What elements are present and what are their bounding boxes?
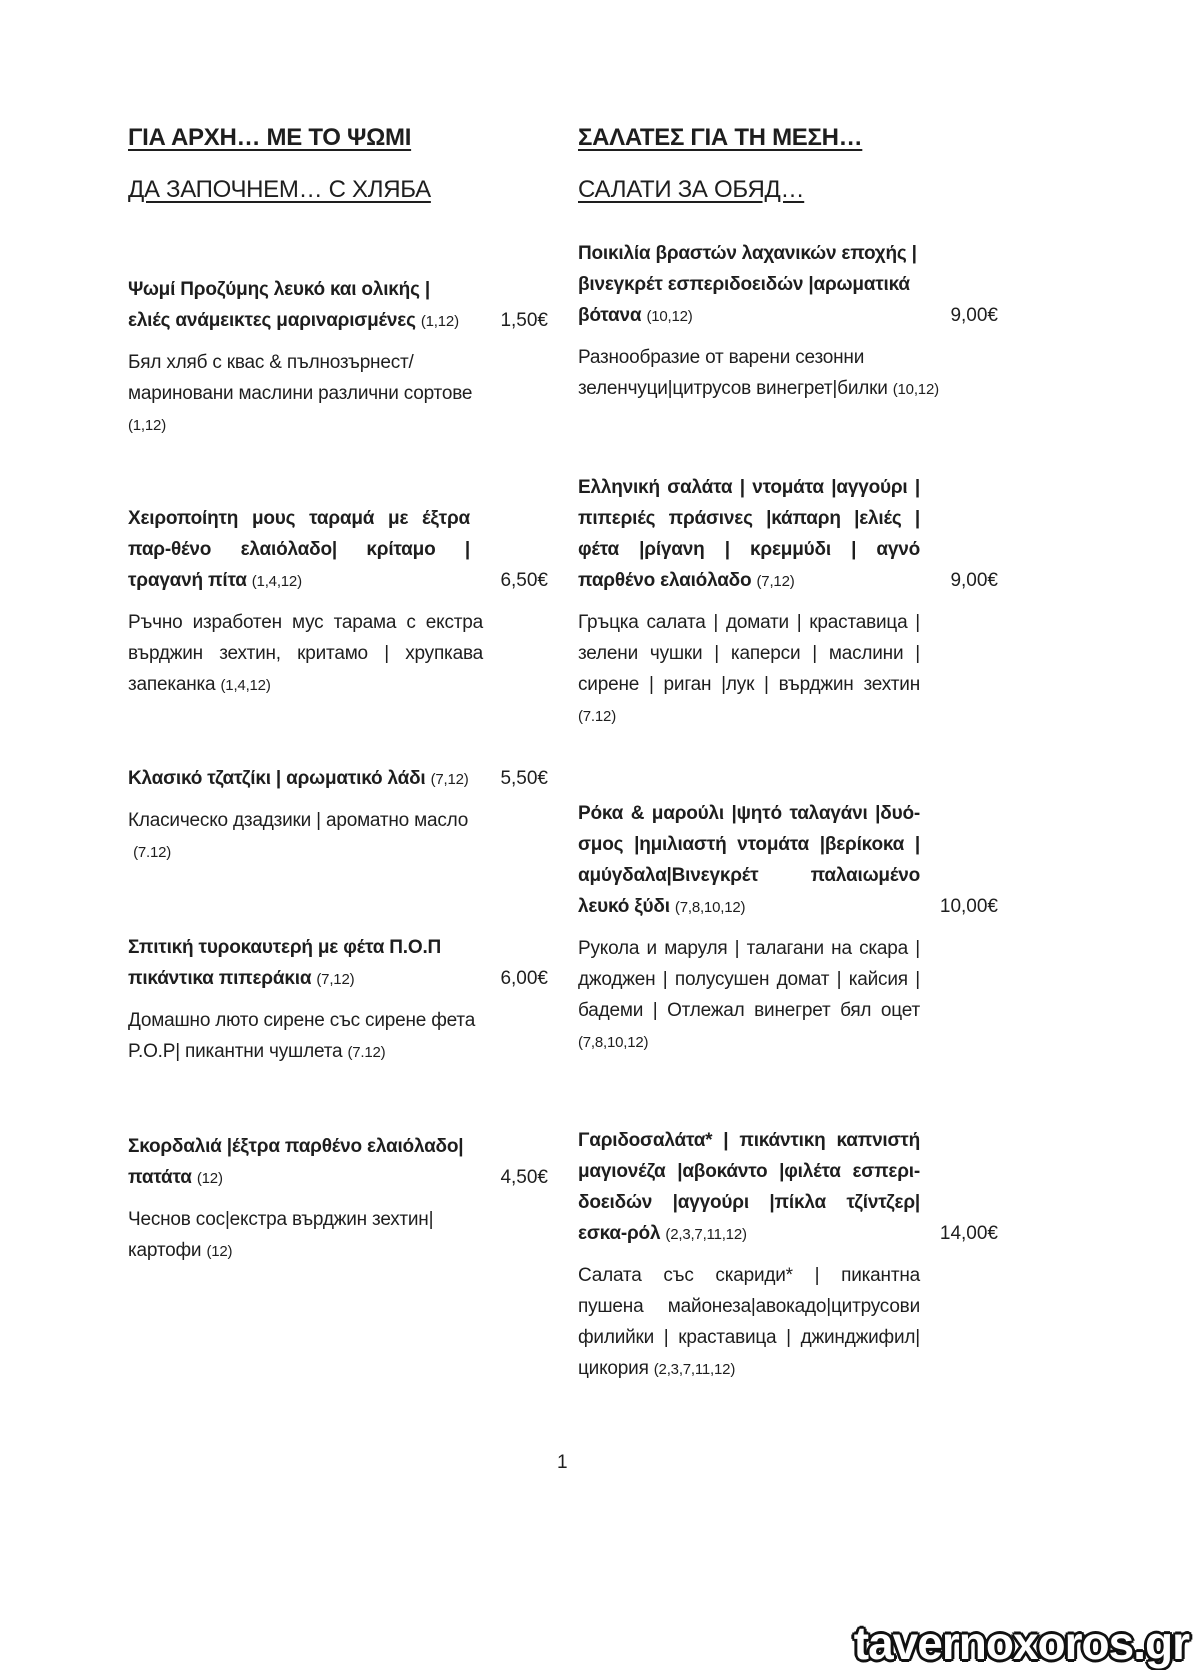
item-price: 5,50€ bbox=[500, 768, 548, 789]
item-price: 9,00€ bbox=[950, 570, 998, 591]
item-allergens: (7,12) bbox=[430, 771, 469, 788]
item-allergens: (2,3,7,11,12) bbox=[665, 1226, 747, 1243]
desc-allergens: (7.12) bbox=[133, 844, 172, 861]
item-price: 10,00€ bbox=[939, 896, 998, 917]
item-name: Ρόκα & μαρούλι |ψητό ταλαγάνι |δυό-σμος |ημιλιαστή ντομάτα |βερίκοκα |αμύγδαλα|Βινεγκρέτ παλαιωμένο λευκό ξύδι (7,8,10,12) bbox=[578, 803, 920, 917]
menu-item bbox=[578, 472, 998, 732]
item-allergens: (1,4,12) bbox=[251, 573, 302, 590]
item-description: Ръчно изработен мус тарама с екстра върджин зехтин, критамо | хрупкава запеканка (1,4,12) bbox=[128, 612, 483, 695]
desc-allergens: (7.12) bbox=[578, 708, 616, 725]
item-allergens: (7,12) bbox=[756, 573, 795, 590]
item-description: Гръцка салата | домати | краставица | зелени чушки | каперси | маслини | сирене | риган |лук | върджин зехтин (7.12) bbox=[578, 612, 920, 725]
item-allergens: (12) bbox=[196, 1170, 223, 1187]
item-allergens: (1,12) bbox=[420, 313, 459, 330]
item-allergens: (7,8,10,12) bbox=[674, 899, 746, 916]
page-number: 1 bbox=[557, 1452, 568, 1473]
item-name: Σπιτική τυροκαυτερή με φέτα Π.Ο.Π πικάντικα πιπεράκια (7,12) bbox=[128, 937, 442, 989]
menu-item bbox=[128, 763, 548, 868]
item-name: Κλασικό τζατζίκι | αρωματικό λάδι (7,12) bbox=[128, 768, 469, 789]
menu-item bbox=[128, 274, 548, 441]
item-description: Рукола и маруля | талагани на скара | джоджен | полусушен домат | кайсия | бадеми | Отлежал винегрет бял оцет (7,8,10,12) bbox=[578, 938, 920, 1051]
section-heading-bulgarian: САЛАТИ ЗА ОБЯД… bbox=[578, 176, 805, 203]
item-description: Бял хляб с квас & пълнозърнест/ мариновани маслини различни сортове (1,12) bbox=[128, 352, 473, 434]
menu-item bbox=[128, 503, 548, 701]
section-heading-bulgarian: ДА ЗАПОЧНЕМ… С ХЛЯБА bbox=[128, 176, 431, 203]
item-price: 4,50€ bbox=[500, 1167, 548, 1188]
item-allergens: (10,12) bbox=[646, 308, 693, 325]
menu-item bbox=[128, 1131, 548, 1267]
item-name: Χειροποίητη μους ταραμά με έξτρα παρ-θένο ελαιόλαδο| κρίταμο | τραγανή πίτα (1,4,12) bbox=[128, 508, 470, 591]
item-description: Домашно люто сирене със сирене фета P.O.P| пикантни чушлета (7.12) bbox=[128, 1010, 476, 1062]
desc-allergens: (12) bbox=[206, 1243, 233, 1260]
item-price: 6,50€ bbox=[500, 570, 548, 591]
desc-allergens: (7,8,10,12) bbox=[578, 1034, 649, 1051]
item-allergens: (7,12) bbox=[316, 971, 355, 988]
item-description: Разнообразие от варени сезонни зеленчуци|цитрусов винегрет|билки (10,12) bbox=[578, 347, 939, 399]
menu-item bbox=[578, 1125, 998, 1385]
item-name: Σκορδαλιά |έξτρα παρθένο ελαιόλαδο| πατάτα (12) bbox=[128, 1136, 464, 1188]
item-name: Ποικιλία βραστών λαχανικών εποχής | βινεγκρέτ εσπεριδοειδών |αρωματικά βότανα (10,12) bbox=[578, 243, 917, 326]
watermark-logo: tavernoxoros.gr bbox=[853, 1617, 1189, 1669]
item-name: Γαριδοσαλάτα* | πικάντικη καπνιστή μαγιονέζα |αβοκάντο |φιλέτα εσπερι-δοειδών |αγγούρι |πίκλα τζίντζερ|εσκα-ρόλ (2,3,7,11,12) bbox=[578, 1130, 920, 1244]
desc-allergens: (10,12) bbox=[892, 381, 939, 398]
desc-allergens: (2,3,7,11,12) bbox=[653, 1361, 736, 1378]
menu-item bbox=[578, 798, 998, 1058]
item-price: 6,00€ bbox=[500, 968, 548, 989]
item-description: Чеснов сос|екстра върджин зехтин| картофи (12) bbox=[128, 1209, 434, 1261]
item-name: Ελληνική σαλάτα | ντομάτα |αγγούρι |πιπεριές πράσινες |κάπαρη |ελιές |φέτα |ρίγανη | κρεμμύδι | αγνό παρθένο ελαιόλαδο (7,12) bbox=[578, 477, 920, 591]
item-price: 14,00€ bbox=[939, 1223, 998, 1244]
menu-item bbox=[578, 238, 998, 405]
desc-allergens: (7.12) bbox=[347, 1044, 386, 1061]
desc-allergens: (1,4,12) bbox=[220, 677, 271, 694]
item-description: Салата със скариди* | пикантна пушена майонеза|авокадо|цитрусови филийки | краставица | джинджифил| цикория (2,3,7,11,12) bbox=[578, 1265, 920, 1379]
menu-item bbox=[128, 932, 548, 1068]
section-heading-greek: ΣΑΛΑΤΕΣ ΓΙΑ ΤΗ ΜΕΣΗ… bbox=[578, 124, 863, 151]
item-price: 9,00€ bbox=[950, 305, 998, 326]
section-heading-greek: ΓΙΑ ΑΡΧΗ… ΜΕ ΤΟ ΨΩΜΙ bbox=[128, 124, 412, 151]
desc-allergens: (1,12) bbox=[128, 417, 166, 434]
item-price: 1,50€ bbox=[500, 310, 548, 331]
item-description: Класическо дзадзики | ароматно масло (7.12) bbox=[128, 810, 469, 861]
item-name: Ψωμί Προζύμης λευκό και ολικής | ελιές ανάμεικτες μαριναρισμένες (1,12) bbox=[128, 279, 459, 331]
